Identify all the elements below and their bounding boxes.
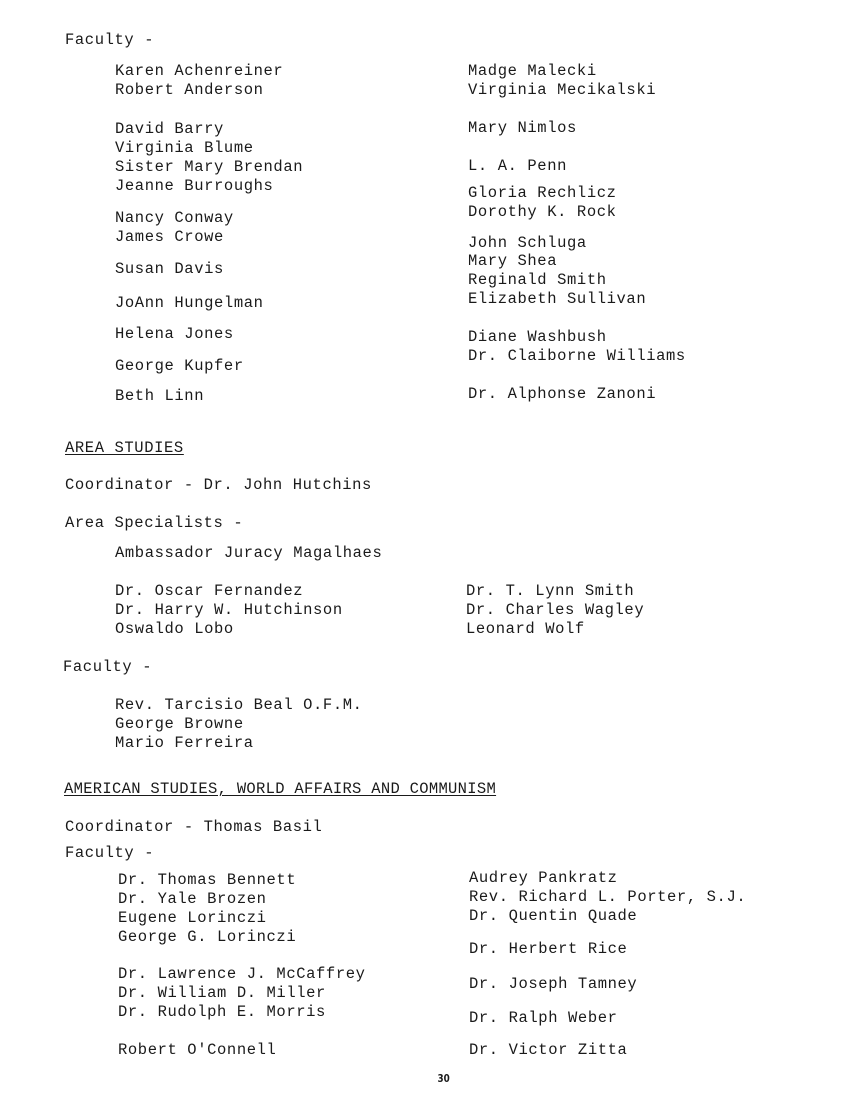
faculty-name: Eugene Lorinczi xyxy=(118,909,267,927)
page-number: 30 xyxy=(437,1072,450,1085)
faculty-name: Robert Anderson xyxy=(115,81,264,99)
faculty-name: Elizabeth Sullivan xyxy=(468,290,647,308)
faculty-name: Karen Achenreiner xyxy=(115,62,284,80)
specialist-name: Dr. T. Lynn Smith xyxy=(466,582,635,600)
faculty-name: Susan Davis xyxy=(115,260,224,278)
faculty-name: Dr. Alphonse Zanoni xyxy=(468,385,657,403)
faculty-name: Nancy Conway xyxy=(115,209,234,227)
faculty-name: Mary Nimlos xyxy=(468,119,577,137)
specialist-name: Dr. Oscar Fernandez xyxy=(115,582,304,600)
faculty-name: Mario Ferreira xyxy=(115,734,254,752)
faculty-name: George Browne xyxy=(115,715,244,733)
specialists-label: Area Specialists - xyxy=(65,514,244,532)
faculty-name: Dr. Lawrence J. McCaffrey xyxy=(118,965,366,983)
faculty-name: L. A. Penn xyxy=(468,157,568,175)
faculty-label: Faculty - xyxy=(63,658,153,676)
faculty-name: George Kupfer xyxy=(115,357,244,375)
faculty-name: Audrey Pankratz xyxy=(469,869,618,887)
faculty-name: Gloria Rechlicz xyxy=(468,184,617,202)
faculty-name: Dr. Rudolph E. Morris xyxy=(118,1003,326,1021)
faculty-name: Mary Shea xyxy=(468,252,558,270)
faculty-name: Dr. Victor Zitta xyxy=(469,1041,628,1059)
faculty-name: Rev. Richard L. Porter, S.J. xyxy=(469,888,747,906)
specialist-name: Dr. Harry W. Hutchinson xyxy=(115,601,343,619)
faculty-name: Diane Washbush xyxy=(468,328,607,346)
faculty-name: Virginia Blume xyxy=(115,139,254,157)
faculty-name: Dr. Herbert Rice xyxy=(469,940,628,958)
faculty-name: Jeanne Burroughs xyxy=(115,177,274,195)
faculty-name: Robert O'Connell xyxy=(118,1041,277,1059)
faculty-name: Reginald Smith xyxy=(468,271,607,289)
faculty-name: Dr. Yale Brozen xyxy=(118,890,267,908)
faculty-name: JoAnn Hungelman xyxy=(115,294,264,312)
faculty-name: James Crowe xyxy=(115,228,224,246)
faculty-name: Helena Jones xyxy=(115,325,234,343)
faculty-name: Dorothy K. Rock xyxy=(468,203,617,221)
faculty-name: Beth Linn xyxy=(115,387,205,405)
faculty-name: Virginia Mecikalski xyxy=(468,81,657,99)
faculty-name: Dr. Thomas Bennett xyxy=(118,871,297,889)
section-heading: AREA STUDIES xyxy=(65,439,184,457)
section-heading: AMERICAN STUDIES, WORLD AFFAIRS AND COMMUNISM xyxy=(64,780,497,798)
faculty-name: David Barry xyxy=(115,120,224,138)
coordinator-line: Coordinator - Dr. John Hutchins xyxy=(65,476,372,494)
specialist-name: Dr. Charles Wagley xyxy=(466,601,645,619)
faculty-name: Madge Malecki xyxy=(468,62,597,80)
faculty-name: George G. Lorinczi xyxy=(118,928,297,946)
faculty-name: Sister Mary Brendan xyxy=(115,158,304,176)
specialist-name: Leonard Wolf xyxy=(466,620,585,638)
faculty-name: Dr. Joseph Tamney xyxy=(469,975,638,993)
faculty-name: Dr. William D. Miller xyxy=(118,984,326,1002)
coordinator-line: Coordinator - Thomas Basil xyxy=(65,818,323,836)
specialist-name: Ambassador Juracy Magalhaes xyxy=(115,544,383,562)
faculty-label: Faculty - xyxy=(65,844,155,862)
faculty-name: Dr. Claiborne Williams xyxy=(468,347,686,365)
specialist-name: Oswaldo Lobo xyxy=(115,620,234,638)
faculty-name: John Schluga xyxy=(468,234,587,252)
faculty-name: Dr. Quentin Quade xyxy=(469,907,638,925)
faculty-name: Dr. Ralph Weber xyxy=(469,1009,618,1027)
faculty-label: Faculty - xyxy=(65,31,155,49)
faculty-name: Rev. Tarcisio Beal O.F.M. xyxy=(115,696,363,714)
